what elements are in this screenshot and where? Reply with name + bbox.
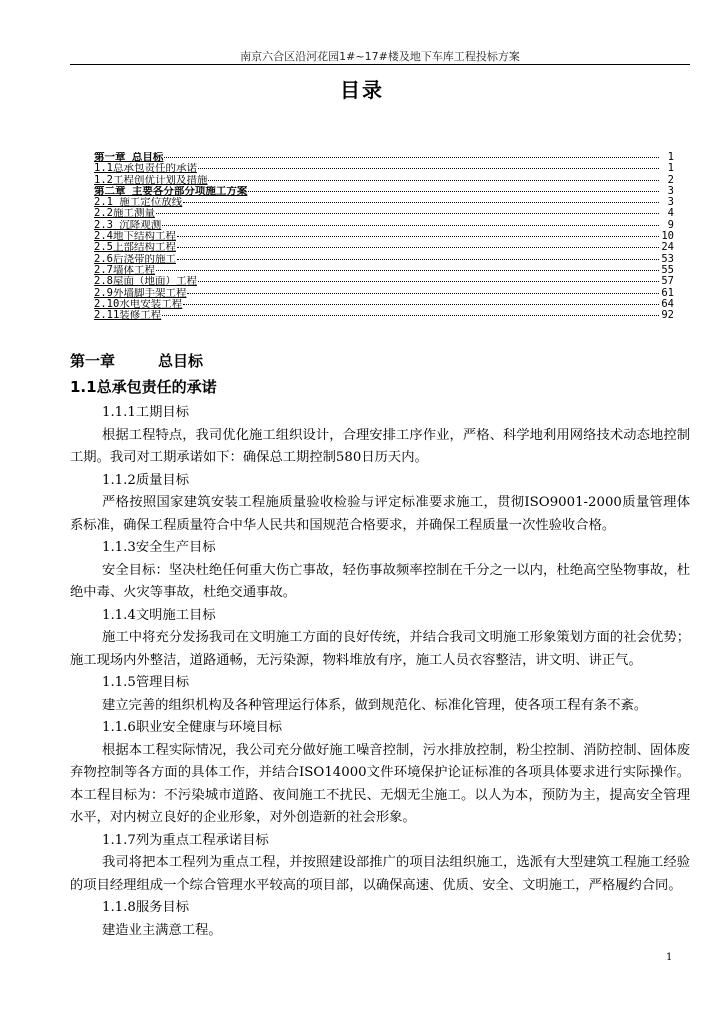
toc-leader-dots	[183, 303, 659, 305]
toc-leader-dots	[248, 190, 659, 192]
subsection-paragraph: 严格按照国家建筑安装工程施质量验收检验与评定标准要求施工，贯彻ISO9001-2000质量管理体系标准，确保工程质量符合中华人民共和国规范合格要求，并确保工程质量一次性验收合格。	[70, 495, 690, 533]
subsection-paragraph: 施工中将充分发扬我司在文明施工方面的良好传统，并结合我司文明施工形象策划方面的社会优势；施工现场内外整洁，道路通畅，无污染源，物料堆放有序，施工人员衣容整洁，讲文明、讲正气。	[70, 630, 690, 668]
table-of-contents	[94, 152, 674, 321]
toc-entry-label[interactable]: 2.8屋面（地面）工程	[94, 276, 197, 288]
subsection-paragraph: 根据本工程实际情况，我公司充分做好施工噪音控制，污水排放控制，粉尘控制、消防控制、固体废弃物控制等各方面的具体工作，并结合ISO14000文件环境保护论证标准的各项具体要求进行实际操作。本工程目标为：不污染城市道路、夜间施工不扰民、无烟无尘施工。以人为本，预防为主，提高安全管理水平，对内树立良好的企业形象，对外创造新的社会形象。	[70, 742, 690, 825]
document-body	[70, 350, 690, 942]
toc-entry[interactable]	[94, 254, 674, 265]
toc-entry-page: 3	[667, 185, 674, 197]
toc-entry[interactable]	[94, 186, 674, 197]
toc-entry[interactable]	[94, 231, 674, 242]
toc-leader-dots	[164, 156, 659, 158]
toc-entry[interactable]	[94, 288, 674, 299]
toc-entry-page: 55	[661, 264, 674, 276]
toc-leader-dots	[156, 269, 659, 271]
toc-entry-label[interactable]: 2.4地下结构工程	[94, 231, 176, 243]
toc-entry-page: 57	[661, 276, 674, 288]
toc-entry[interactable]	[94, 265, 674, 276]
toc-entry-page: 1	[667, 152, 674, 163]
toc-entry-page: 4	[667, 208, 674, 220]
header-rule	[70, 64, 690, 65]
running-header: 南京六合区沿河花园1#~17#楼及地下车库工程投标方案	[240, 50, 520, 63]
toc-title: 目录	[340, 78, 384, 102]
toc-leader-dots	[177, 258, 659, 260]
toc-entry-page: 2	[667, 174, 674, 186]
toc-entry-label[interactable]: 2.9外墙脚手架工程	[94, 287, 187, 299]
toc-leader-dots	[187, 292, 659, 294]
toc-entry-label[interactable]: 2.2施工测量	[94, 208, 155, 220]
toc-entry-page: 1	[667, 163, 674, 175]
subsection-heading: 1.1.3安全生产目标	[102, 540, 216, 555]
page-number: 1	[666, 952, 673, 963]
toc-leader-dots	[162, 224, 659, 226]
toc-entry[interactable]	[94, 220, 674, 231]
toc-leader-dots	[177, 235, 659, 237]
toc-entry-label[interactable]: 2.10水电安装工程	[94, 298, 183, 310]
toc-entry-page: 24	[661, 242, 674, 254]
subsection-heading: 1.1.4文明施工目标	[102, 607, 216, 623]
section-heading: 1.1总承包责任的承诺	[70, 378, 217, 396]
subsection-heading: 1.1.2质量目标	[102, 472, 190, 488]
toc-entry[interactable]	[94, 152, 674, 163]
toc-entry-label[interactable]: 2.1 施工定位放线	[94, 197, 183, 209]
toc-entry[interactable]	[94, 276, 674, 287]
subsection-heading: 1.1.5管理目标	[102, 675, 190, 690]
subsection-paragraph: 建造业主满意工程。	[102, 922, 222, 938]
toc-entry-label[interactable]: 2.6后浇带的施工	[94, 253, 176, 265]
toc-entry-label[interactable]: 2.5上部结构工程	[94, 242, 176, 254]
toc-entry-label[interactable]: 2.11装修工程	[94, 310, 162, 322]
toc-entry[interactable]	[94, 175, 674, 186]
subsection-heading: 1.1.7列为重点工程承诺目标	[102, 832, 269, 848]
subsection-paragraph: 建立完善的组织机构及各种管理运行体系，做到规范化、标准化管理，使各项工程有条不紊。	[102, 697, 648, 713]
toc-entry[interactable]	[94, 197, 674, 208]
toc-entry[interactable]	[94, 310, 674, 321]
toc-entry[interactable]	[94, 208, 674, 219]
toc-entry-label[interactable]: 2.7墙体工程	[94, 264, 155, 276]
toc-entry[interactable]	[94, 242, 674, 253]
toc-leader-dots	[162, 314, 659, 316]
toc-leader-dots	[198, 280, 659, 282]
toc-entry-label[interactable]: 第一章 总目标	[94, 152, 164, 163]
subsection-paragraph: 安全目标：坚决杜绝任何重大伤亡事故，轻伤事故频率控制在千分之一以内，杜绝高空坠物事故，杜绝中毒、火灾等事故，杜绝交通事故。	[70, 562, 690, 600]
chapter-number: 第一章	[70, 352, 116, 370]
subsection-paragraph: 根据工程特点，我司优化施工组织设计，合理安排工序作业，严格、科学地利用网络技术动态地控制工期。我司对工期承诺如下：确保总工期控制580日历天内。	[70, 427, 690, 465]
toc-entry-label[interactable]: 1.1总承包责任的承诺	[94, 163, 197, 175]
subsection-paragraph: 我司将把本工程列为重点工程，并按照建设部推广的项目法组织施工，选派有大型建筑工程施工经验的项目经理组成一个综合管理水平较高的项目部，以确保高速、优质、安全、文明施工，严格履约合同。	[70, 855, 690, 893]
toc-leader-dots	[177, 246, 659, 248]
toc-leader-dots	[208, 179, 659, 181]
chapter-title: 总目标	[158, 352, 204, 370]
toc-entry-page: 3	[667, 197, 674, 209]
toc-leader-dots	[198, 167, 659, 169]
toc-entry-page: 53	[661, 253, 674, 265]
toc-entry-page: 10	[661, 231, 674, 243]
toc-entry-label[interactable]: 第二章 主要各分部分项施工方案	[94, 185, 248, 197]
toc-entry-page: 9	[667, 219, 674, 231]
subsections	[70, 402, 690, 942]
chapter-heading	[70, 350, 690, 372]
toc-entry-label[interactable]: 1.2工程创优计划及措施	[94, 174, 208, 186]
toc-entry[interactable]	[94, 163, 674, 174]
toc-entry[interactable]	[94, 299, 674, 310]
toc-leader-dots	[156, 212, 659, 214]
subsection-heading: 1.1.1工期目标	[102, 405, 190, 420]
toc-entry-page: 64	[661, 298, 674, 310]
subsection-heading: 1.1.8服务目标	[102, 900, 190, 915]
toc-leader-dots	[183, 201, 659, 203]
toc-entry-page: 61	[661, 287, 674, 299]
subsection-heading: 1.1.6职业安全健康与环境目标	[102, 720, 283, 735]
toc-entry-label[interactable]: 2.3 沉降观测	[94, 219, 162, 231]
toc-entry-page: 92	[661, 310, 674, 322]
